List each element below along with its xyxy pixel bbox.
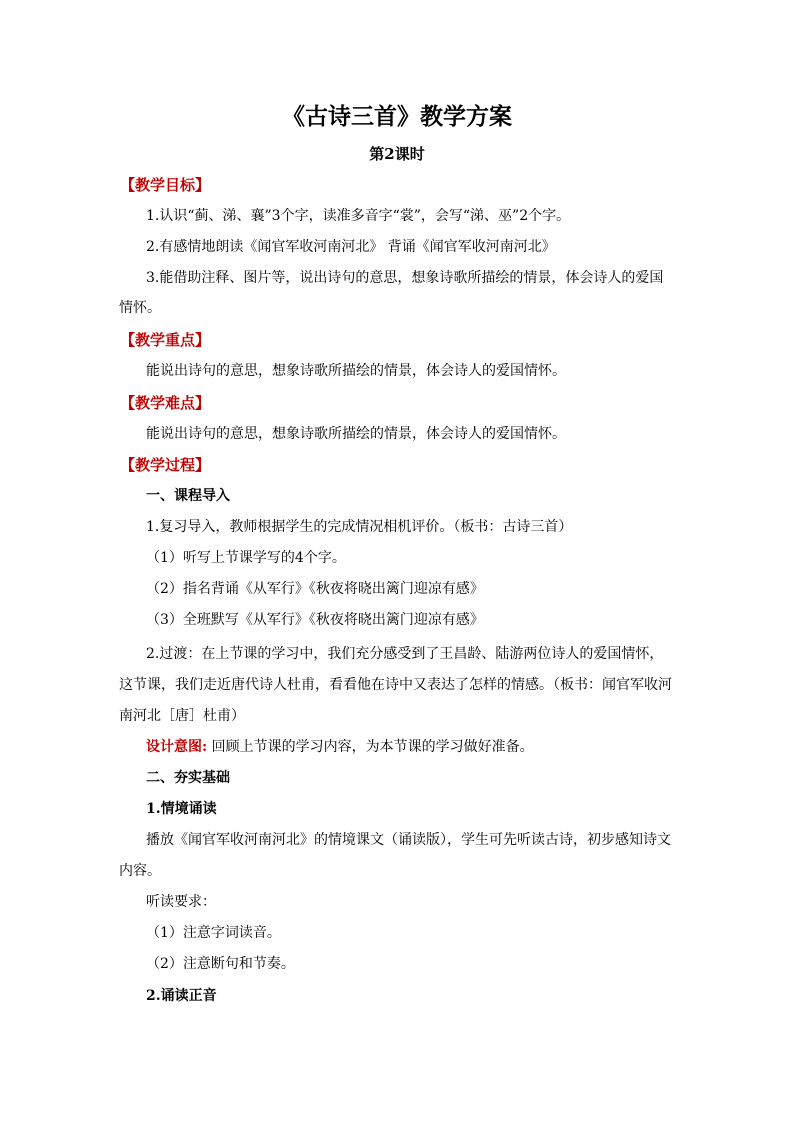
step2-line2: 这节课，我们走近唐代诗人杜甫，看看他在诗中又表达了怎样的情感。（板书：闻官军收河 xyxy=(119,677,672,693)
step1-text: 1.复习导入，教师根据学生的完成情况相机评价。（板书：古诗三首） xyxy=(146,519,573,535)
objectives-heading: 【教学目标】 xyxy=(120,176,211,194)
objective-item-3-cont: 情怀。 xyxy=(119,300,161,316)
part2-title: 二、夯实基础 xyxy=(146,770,230,786)
key-points-heading: 【教学重点】 xyxy=(120,331,211,349)
design-intent-text: 回顾上节课的学习内容，为本节课的学习做好准备。 xyxy=(207,739,534,755)
reading-line2: 内容。 xyxy=(119,863,161,879)
subsection-title-1: 1.情境诵读 xyxy=(146,801,217,817)
key-points-text: 能说出诗句的意思，想象诗歌所描绘的情景，体会诗人的爱国情怀。 xyxy=(146,363,566,379)
requirement-2: （2）注意断句和节奏。 xyxy=(146,956,295,972)
requirement-1: （1）注意字词读音。 xyxy=(146,925,281,941)
objective-item-1: 1.认识“蓟、涕、襄”3个字，读准多音字“裳”，会写“涕、巫”2个字。 xyxy=(146,208,571,224)
requirements-label: 听读要求： xyxy=(146,894,216,910)
difficulties-heading: 【教学难点】 xyxy=(120,394,211,412)
lesson-period: 第2课时 xyxy=(369,145,425,163)
step1-sub3: （3）全班默写《从军行》《秋夜将晓出篱门迎凉有感》 xyxy=(146,612,484,628)
process-heading: 【教学过程】 xyxy=(120,456,211,474)
objective-item-3: 3.能借助注释、图片等，说出诗句的意思，想象诗歌所描绘的情景，体会诗人的爱国 xyxy=(146,270,664,286)
step1-sub2: （2）指名背诵《从军行》《秋夜将晓出篱门迎凉有感》 xyxy=(146,581,484,597)
design-intent-label: 设计意图: xyxy=(146,739,208,755)
step2-line3: 南河北［唐］杜甫） xyxy=(119,708,245,724)
reading-line1: 播放《闻官军收河南河北》的情境课文（诵读版），学生可先听读古诗，初步感知诗文 xyxy=(146,832,671,848)
subsection-title-2: 2.诵读正音 xyxy=(146,988,217,1004)
document-title: 《古诗三首》教学方案 xyxy=(282,103,512,130)
difficulties-text: 能说出诗句的意思，想象诗歌所描绘的情景，体会诗人的爱国情怀。 xyxy=(146,426,566,442)
design-intent xyxy=(146,736,712,758)
part1-title: 一、课程导入 xyxy=(146,488,230,504)
step1-sub1: （1）听写上节课学写的4个字。 xyxy=(146,550,346,566)
step2-line1: 2.过渡：在上节课的学习中，我们充分感受到了王昌龄、陆游两位诗人的爱国情怀， xyxy=(146,646,664,662)
objective-item-2: 2.有感情地朗读《闻官军收河南河北》 背诵《闻官军收河南河北》 xyxy=(146,239,556,255)
